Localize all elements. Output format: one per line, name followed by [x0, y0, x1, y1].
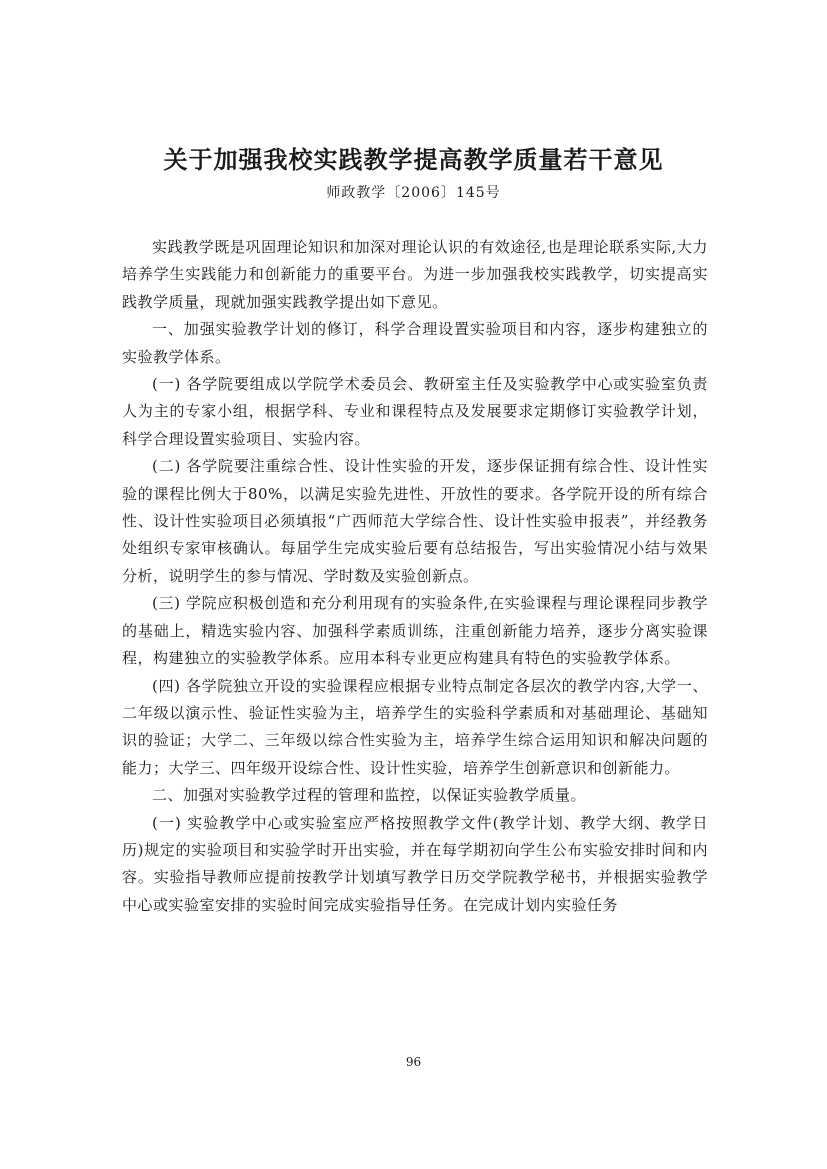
body-paragraph: (四) 各学院独立开设的实验课程应根据专业特点制定各层次的教学内容,大学一、二年级以演示性、验证性实验为主，培养学生的实验科学素质和对基础理论、基础知识的验证；大学二、三年级以综合性实验为主，培养学生综合运用知识和解决问题的能力；大学三、四年级开设综合性、设计性实验，培养学生创新意识和创新能力。	[122, 676, 708, 777]
body-paragraph: (一) 实验教学中心或实验室应严格按照教学文件(教学计划、教学大纲、教学日历)规定的实验项目和实验学时开出实验，并在每学期初向学生公布实验安排时间和内容。实验指导教师应提前按教学计划填写教学日历交学院教学秘书，并根据实验教学中心或实验室安排的实验时间完成实验指导任务。在完成计划内实验任务	[122, 813, 708, 914]
document-title: 关于加强我校实践教学提高教学质量若干意见	[163, 145, 664, 174]
section-heading-1: 一、加强实验教学计划的修订，科学合理设置实验项目和内容，逐步构建独立的实验教学体系。	[122, 320, 708, 366]
body-paragraph: (二) 各学院要注重综合性、设计性实验的开发，逐步保证拥有综合性、设计性实验的课程比例大于80%，以满足实验先进性、开放性的要求。各学院开设的所有综合性、设计性实验项目必须填报“广西师范大学综合性、设计性实验申报表”，并经教务处组织专家审核确认。每届学生完成实验后要有总结报告，写出实验情况小结与效果分析，说明学生的参与情况、学时数及实验创新点。	[122, 457, 708, 585]
section-heading-2: 二、加强对实验教学过程的管理和监控，以保证实验教学质量。	[152, 786, 587, 805]
document-number: 师政教学〔2006〕145号	[326, 185, 501, 201]
body-paragraph: (三) 学院应积极创造和充分利用现有的实验条件,在实验课程与理论课程同步教学的基础上，精选实验内容、加强科学素质训练，注重创新能力培养，逐步分离实验课程，构建独立的实验教学体系。应用本科专业更应构建具有特色的实验教学体系。	[122, 594, 708, 668]
intro-paragraph: 实践教学既是巩固理论知识和加深对理论认识的有效途径,也是理论联系实际,大力培养学生实践能力和创新能力的重要平台。为进一步加强我校实践教学，切实提高实践教学质量，现就加强实践教学提出如下意见。	[122, 238, 708, 311]
body-paragraph: (一) 各学院要组成以学院学术委员会、教研室主任及实验教学中心或实验室负责人为主的专家小组，根据学科、专业和课程特点及发展要求定期修订实验教学计划，科学合理设置实验项目、实验内容。	[122, 375, 708, 448]
document-body	[122, 234, 708, 919]
page-number: 96	[405, 1055, 422, 1069]
